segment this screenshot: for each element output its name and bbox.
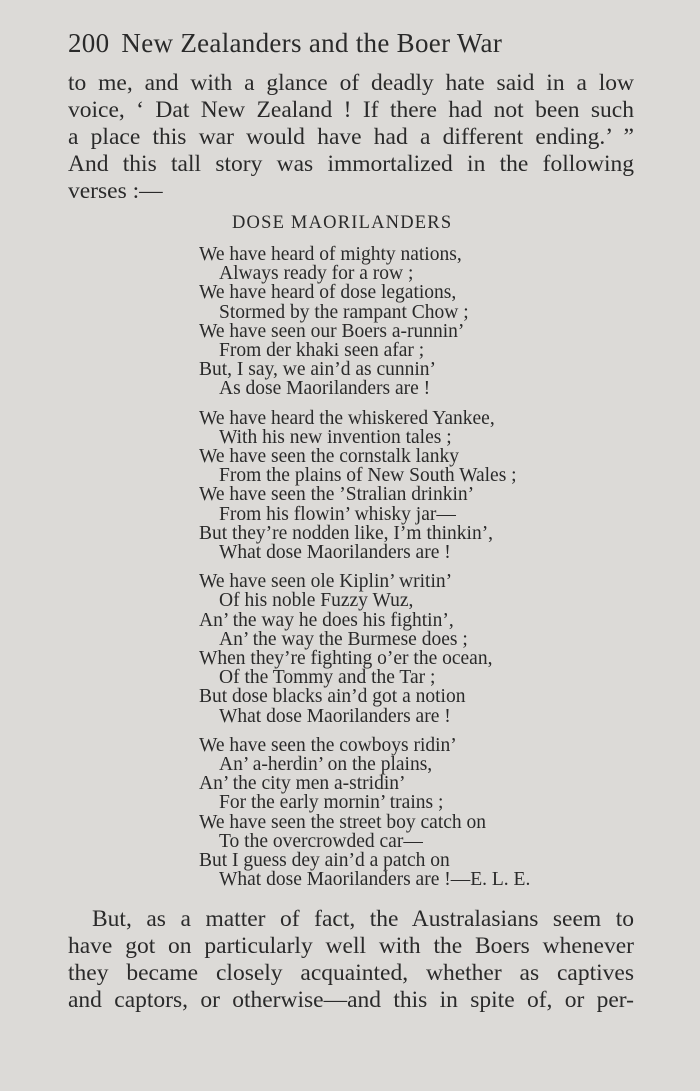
text-line: verses :— — [68, 178, 163, 204]
text-line: And this tall story was immortalized in the following — [68, 151, 634, 177]
text-line: have got on particularly well with the Boers whenever — [68, 933, 634, 959]
verse-line: What dose Maorilanders are !—E. L. E. — [219, 869, 531, 891]
verse-line: We have seen the ’Stralian drinkin’ — [199, 484, 475, 506]
poem-title: DOSE MAORILANDERS — [232, 213, 453, 233]
verse-line: Of the Tommy and the Tar ; — [219, 667, 436, 689]
closing-paragraph — [68, 906, 634, 1014]
verse-line: From the plains of New South Wales ; — [219, 465, 517, 487]
verse-line: Stormed by the rampant Chow ; — [219, 301, 469, 323]
verse-line: But dose blacks ain’d got a notion — [199, 686, 466, 708]
verse-line: From der khaki seen afar ; — [219, 340, 425, 362]
verse-line: From his flowin’ whisky jar— — [219, 503, 456, 525]
verse-line: We have seen the street boy catch on — [199, 811, 487, 833]
verse-line: An’ the way he does his fightin’, — [199, 609, 454, 631]
poem-stanza — [199, 736, 579, 890]
verse-line: We have seen our Boers a-runnin’ — [199, 320, 465, 342]
verse-line: We have heard of dose legations, — [199, 282, 457, 304]
text-line: a place this war would have had a different ending.’ ” — [68, 124, 634, 150]
text-line: and captors, or otherwise—and this in spite of, or per- — [68, 987, 634, 1013]
verse-line: What dose Maorilanders are ! — [219, 542, 451, 564]
verse-line: To the overcrowded car— — [219, 830, 423, 852]
verse-line: But I guess dey ain’d a patch on — [199, 850, 450, 872]
poem-stanza — [199, 409, 579, 563]
verse-line: We have heard of mighty nations, — [199, 244, 462, 265]
page-number: 200 — [68, 28, 110, 58]
poem-stanza — [199, 572, 579, 726]
verse-line: We have seen ole Kiplin’ writin’ — [199, 571, 453, 593]
poem — [199, 245, 579, 900]
verse-line: An’ a-herdin’ on the plains, — [219, 754, 433, 776]
verse-line: As dose Maorilanders are ! — [219, 378, 431, 400]
verse-line: An’ the city men a-stridin’ — [199, 773, 406, 795]
verse-line: But they’re nodden like, I’m thinkin’, — [199, 522, 494, 544]
verse-line: We have seen the cornstalk lanky — [199, 446, 459, 468]
verse-line: For the early mornin’ trains ; — [219, 792, 444, 814]
verse-line: We have seen the cowboys ridin’ — [199, 734, 457, 756]
poem-stanza — [199, 245, 579, 399]
text-line: voice, ‘ Dat New Zealand ! If there had not been such — [68, 97, 634, 123]
verse-line: We have heard the whiskered Yankee, — [199, 407, 495, 429]
running-head — [68, 28, 648, 59]
verse-line: When they’re fighting o’er the ocean, — [199, 648, 493, 670]
verse-line: With his new invention tales ; — [219, 426, 452, 448]
verse-line: Always ready for a row ; — [219, 263, 414, 285]
running-title: New Zealanders and the Boer War — [121, 28, 503, 58]
verse-line: But, I say, we ain’d as cunnin’ — [199, 359, 437, 381]
verse-line: An’ the way the Burmese does ; — [219, 628, 468, 650]
verse-line: What dose Maorilanders are ! — [219, 705, 451, 727]
text-line: they became closely acquainted, whether as captives — [68, 960, 634, 986]
text-line: to me, and with a glance of deadly hate said in a low — [68, 70, 634, 96]
verse-line: Of his noble Fuzzy Wuz, — [219, 590, 414, 612]
text-line: But, as a matter of fact, the Australasians seem to — [92, 906, 634, 932]
intro-paragraph — [68, 70, 634, 205]
